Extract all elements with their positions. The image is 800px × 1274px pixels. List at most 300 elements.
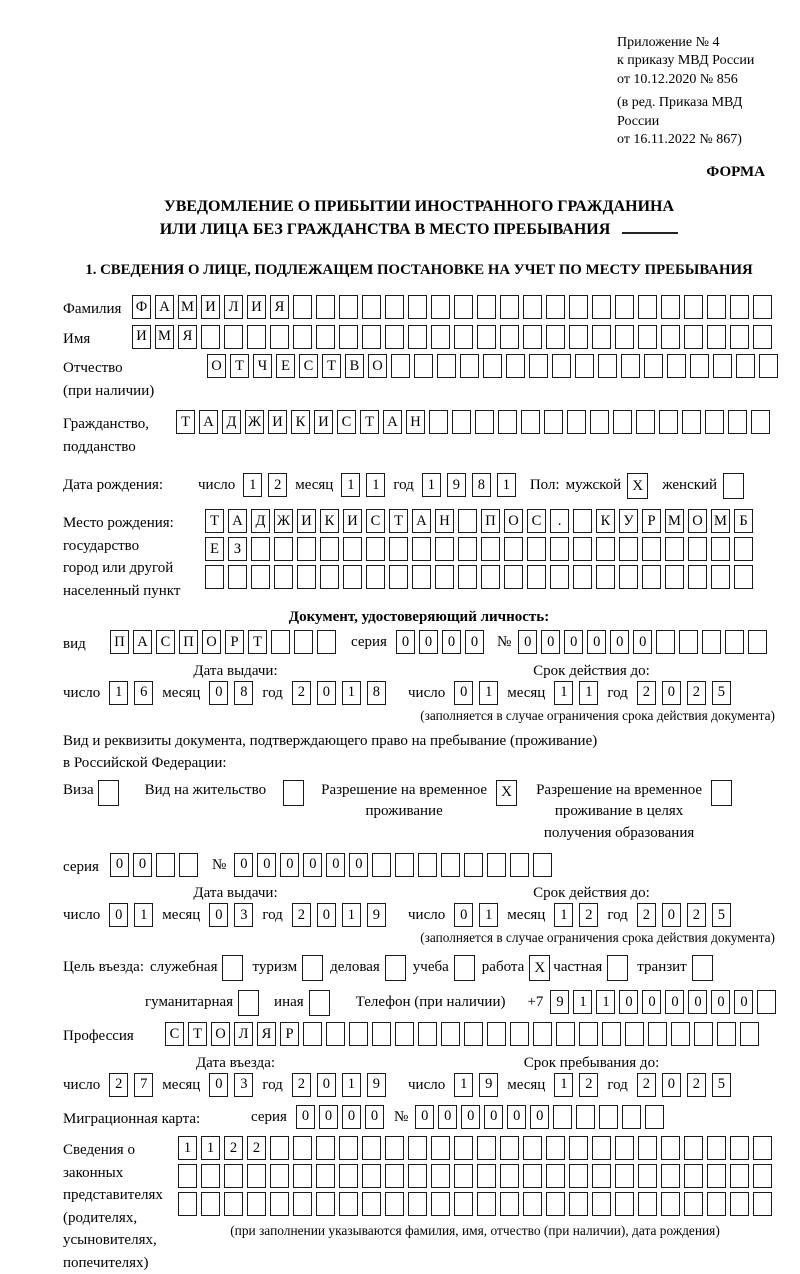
char-box[interactable] [320,537,339,561]
char-box[interactable] [385,1164,404,1188]
char-box[interactable] [201,325,220,349]
char-box[interactable]: 0 [541,630,560,654]
char-box[interactable] [385,325,404,349]
char-box[interactable] [460,354,479,378]
char-box[interactable] [598,354,617,378]
char-box[interactable]: 1 [178,1136,197,1160]
char-box[interactable] [475,410,494,434]
char-box[interactable] [644,354,663,378]
char-box[interactable] [575,354,594,378]
char-box[interactable] [408,1136,427,1160]
char-box[interactable] [592,1192,611,1216]
char-box[interactable]: 2 [579,1073,598,1097]
char-box[interactable] [622,1105,641,1129]
char-box[interactable] [725,630,744,654]
char-box[interactable] [638,1164,657,1188]
char-box[interactable]: 0 [303,853,322,877]
char-box[interactable] [500,1192,519,1216]
char-box[interactable] [179,853,198,877]
char-box[interactable]: 1 [554,903,573,927]
char-box[interactable] [573,509,592,533]
char-box[interactable] [665,537,684,561]
char-box[interactable] [385,295,404,319]
char-box[interactable]: 3 [234,1073,253,1097]
char-box[interactable] [730,1192,749,1216]
char-box[interactable] [576,1105,595,1129]
char-box[interactable] [339,295,358,319]
char-box[interactable] [247,325,266,349]
char-box[interactable]: 0 [296,1105,315,1129]
char-box[interactable] [454,295,473,319]
char-box[interactable]: Н [435,509,454,533]
char-box[interactable] [293,325,312,349]
purpose-business-checkbox[interactable] [385,955,406,981]
char-box[interactable]: М [155,325,174,349]
char-box[interactable]: И [314,410,333,434]
char-box[interactable]: И [268,410,287,434]
char-box[interactable]: А [228,509,247,533]
char-box[interactable]: 0 [342,1105,361,1129]
char-box[interactable] [615,1164,634,1188]
char-box[interactable] [362,295,381,319]
char-box[interactable] [431,295,450,319]
char-box[interactable] [569,325,588,349]
char-box[interactable] [270,325,289,349]
char-box[interactable] [372,1022,391,1046]
char-box[interactable] [694,1022,713,1046]
char-box[interactable] [326,1022,345,1046]
char-box[interactable] [487,1022,506,1046]
char-box[interactable]: 2 [637,1073,656,1097]
char-box[interactable]: М [711,509,730,533]
char-box[interactable] [523,325,542,349]
char-box[interactable] [717,1022,736,1046]
char-box[interactable] [414,354,433,378]
char-box[interactable] [247,1192,266,1216]
char-box[interactable] [372,853,391,877]
char-box[interactable] [592,295,611,319]
char-box[interactable]: 0 [642,990,661,1014]
char-box[interactable] [454,1136,473,1160]
char-box[interactable] [638,1192,657,1216]
char-box[interactable] [395,1022,414,1046]
char-box[interactable] [523,295,542,319]
char-box[interactable] [707,1136,726,1160]
char-box[interactable] [661,1192,680,1216]
char-box[interactable] [389,565,408,589]
char-box[interactable] [730,1136,749,1160]
char-box[interactable] [553,1105,572,1129]
char-box[interactable] [730,1164,749,1188]
char-box[interactable] [429,410,448,434]
char-box[interactable]: М [665,509,684,533]
char-box[interactable] [362,1136,381,1160]
char-box[interactable] [441,1022,460,1046]
char-box[interactable]: Ч [253,354,272,378]
char-box[interactable] [661,295,680,319]
char-box[interactable]: В [345,354,364,378]
char-box[interactable]: А [155,295,174,319]
char-box[interactable] [294,630,313,654]
char-box[interactable] [613,410,632,434]
char-box[interactable] [452,410,471,434]
char-box[interactable]: 6 [134,681,153,705]
char-box[interactable] [736,354,755,378]
char-box[interactable]: 0 [133,853,152,877]
char-box[interactable]: 0 [234,853,253,877]
char-box[interactable]: 1 [454,1073,473,1097]
char-box[interactable] [596,565,615,589]
char-box[interactable] [688,537,707,561]
char-box[interactable] [316,1164,335,1188]
char-box[interactable] [366,565,385,589]
char-box[interactable]: П [179,630,198,654]
char-box[interactable] [569,1136,588,1160]
char-box[interactable] [573,565,592,589]
char-box[interactable] [552,354,571,378]
char-box[interactable] [504,537,523,561]
char-box[interactable]: 0 [442,630,461,654]
char-box[interactable]: 0 [734,990,753,1014]
char-box[interactable] [339,1136,358,1160]
char-box[interactable] [615,325,634,349]
char-box[interactable] [408,1164,427,1188]
char-box[interactable]: 0 [280,853,299,877]
char-box[interactable] [757,990,776,1014]
char-box[interactable]: 0 [415,1105,434,1129]
char-box[interactable]: Е [276,354,295,378]
char-box[interactable] [316,295,335,319]
char-box[interactable] [579,1022,598,1046]
char-box[interactable]: И [132,325,151,349]
char-box[interactable] [483,354,502,378]
char-box[interactable] [533,853,552,877]
char-box[interactable] [642,537,661,561]
char-box[interactable] [293,1136,312,1160]
char-box[interactable] [621,354,640,378]
char-box[interactable] [431,1164,450,1188]
char-box[interactable]: 5 [712,1073,731,1097]
char-box[interactable] [339,1164,358,1188]
char-box[interactable] [224,1192,243,1216]
char-box[interactable] [546,1164,565,1188]
char-box[interactable] [546,1136,565,1160]
char-box[interactable] [690,354,709,378]
char-box[interactable]: И [297,509,316,533]
char-box[interactable] [201,1192,220,1216]
char-box[interactable] [274,565,293,589]
char-box[interactable] [753,1192,772,1216]
char-box[interactable]: 8 [367,681,386,705]
char-box[interactable]: . [550,509,569,533]
char-box[interactable]: 0 [711,990,730,1014]
char-box[interactable] [458,537,477,561]
char-box[interactable]: О [207,354,226,378]
char-box[interactable] [435,565,454,589]
char-box[interactable] [602,1022,621,1046]
char-box[interactable]: 1 [579,681,598,705]
char-box[interactable]: 1 [342,1073,361,1097]
char-box[interactable]: М [178,295,197,319]
char-box[interactable]: 1 [342,681,361,705]
char-box[interactable] [251,537,270,561]
char-box[interactable]: Т [360,410,379,434]
char-box[interactable]: 7 [134,1073,153,1097]
char-box[interactable]: 0 [257,853,276,877]
char-box[interactable] [707,1192,726,1216]
char-box[interactable] [297,537,316,561]
char-box[interactable] [615,1136,634,1160]
char-box[interactable] [707,325,726,349]
char-box[interactable] [418,1022,437,1046]
char-box[interactable] [590,410,609,434]
char-box[interactable]: 0 [349,853,368,877]
char-box[interactable]: К [596,509,615,533]
char-box[interactable] [385,1136,404,1160]
char-box[interactable]: 0 [454,903,473,927]
char-box[interactable]: 2 [224,1136,243,1160]
char-box[interactable]: Р [280,1022,299,1046]
char-box[interactable] [625,1022,644,1046]
char-box[interactable] [506,354,525,378]
char-box[interactable]: С [165,1022,184,1046]
purpose-study-checkbox[interactable] [454,955,475,981]
char-box[interactable] [487,853,506,877]
char-box[interactable] [362,325,381,349]
char-box[interactable] [740,1022,759,1046]
char-box[interactable]: 2 [687,1073,706,1097]
char-box[interactable]: 2 [687,903,706,927]
char-box[interactable]: П [110,630,129,654]
char-box[interactable]: 1 [554,1073,573,1097]
char-box[interactable] [389,537,408,561]
char-box[interactable] [435,537,454,561]
char-box[interactable]: 2 [292,903,311,927]
char-box[interactable]: 0 [317,903,336,927]
char-box[interactable] [270,1192,289,1216]
char-box[interactable]: Я [178,325,197,349]
char-box[interactable] [339,325,358,349]
char-box[interactable]: Л [234,1022,253,1046]
char-box[interactable]: 9 [447,473,466,497]
char-box[interactable] [385,1192,404,1216]
char-box[interactable]: 1 [596,990,615,1014]
char-box[interactable]: Л [224,295,243,319]
purpose-tourism-checkbox[interactable] [302,955,323,981]
char-box[interactable]: 2 [637,681,656,705]
char-box[interactable]: 0 [662,903,681,927]
char-box[interactable] [178,1192,197,1216]
char-box[interactable]: Т [230,354,249,378]
char-box[interactable]: Н [406,410,425,434]
char-box[interactable]: О [368,354,387,378]
char-box[interactable]: Ж [245,410,264,434]
char-box[interactable]: 1 [341,473,360,497]
char-box[interactable] [205,565,224,589]
char-box[interactable] [728,410,747,434]
char-box[interactable]: 0 [209,681,228,705]
char-box[interactable]: 0 [317,1073,336,1097]
char-box[interactable]: 0 [564,630,583,654]
char-box[interactable] [500,295,519,319]
char-box[interactable]: 2 [268,473,287,497]
char-box[interactable]: 0 [662,1073,681,1097]
char-box[interactable] [224,325,243,349]
char-box[interactable] [362,1164,381,1188]
char-box[interactable] [339,1192,358,1216]
char-box[interactable] [661,1136,680,1160]
char-box[interactable]: С [527,509,546,533]
char-box[interactable] [349,1022,368,1046]
char-box[interactable]: 9 [367,903,386,927]
char-box[interactable]: 0 [396,630,415,654]
char-box[interactable] [523,1136,542,1160]
char-box[interactable]: 0 [619,990,638,1014]
char-box[interactable] [753,1136,772,1160]
char-box[interactable] [454,1164,473,1188]
char-box[interactable]: 1 [497,473,516,497]
char-box[interactable] [412,537,431,561]
char-box[interactable] [477,295,496,319]
purpose-other-checkbox[interactable] [309,990,330,1016]
char-box[interactable]: У [619,509,638,533]
char-box[interactable]: 0 [109,903,128,927]
char-box[interactable] [702,630,721,654]
char-box[interactable]: 1 [573,990,592,1014]
char-box[interactable]: З [228,537,247,561]
char-box[interactable] [343,565,362,589]
char-box[interactable] [713,354,732,378]
char-box[interactable]: 9 [479,1073,498,1097]
char-box[interactable]: Т [176,410,195,434]
char-box[interactable]: 0 [454,681,473,705]
char-box[interactable]: И [343,509,362,533]
char-box[interactable]: 0 [507,1105,526,1129]
char-box[interactable]: 0 [209,1073,228,1097]
char-box[interactable] [682,410,701,434]
char-box[interactable] [343,537,362,561]
char-box[interactable] [751,410,770,434]
char-box[interactable] [684,1164,703,1188]
char-box[interactable]: 2 [109,1073,128,1097]
char-box[interactable]: Ж [274,509,293,533]
char-box[interactable] [293,1164,312,1188]
char-box[interactable] [550,537,569,561]
char-box[interactable] [619,537,638,561]
char-box[interactable]: 9 [367,1073,386,1097]
char-box[interactable]: Е [205,537,224,561]
char-box[interactable]: 1 [366,473,385,497]
char-box[interactable] [753,1164,772,1188]
char-box[interactable] [408,295,427,319]
char-box[interactable] [550,565,569,589]
char-box[interactable] [477,1136,496,1160]
char-box[interactable]: 5 [712,903,731,927]
char-box[interactable]: Р [642,509,661,533]
char-box[interactable] [527,537,546,561]
char-box[interactable] [592,1136,611,1160]
char-box[interactable] [510,1022,529,1046]
char-box[interactable] [679,630,698,654]
char-box[interactable] [730,295,749,319]
char-box[interactable] [271,630,290,654]
char-box[interactable] [529,354,548,378]
char-box[interactable] [567,410,586,434]
char-box[interactable] [464,1022,483,1046]
char-box[interactable]: С [337,410,356,434]
char-box[interactable] [684,325,703,349]
char-box[interactable] [317,630,336,654]
char-box[interactable] [293,1192,312,1216]
char-box[interactable] [573,537,592,561]
char-box[interactable] [247,1164,266,1188]
char-box[interactable]: О [202,630,221,654]
char-box[interactable] [615,1192,634,1216]
char-box[interactable]: К [320,509,339,533]
char-box[interactable] [533,1022,552,1046]
char-box[interactable]: 0 [461,1105,480,1129]
char-box[interactable] [638,1136,657,1160]
char-box[interactable]: 2 [687,681,706,705]
char-box[interactable]: 0 [465,630,484,654]
char-box[interactable] [498,410,517,434]
char-box[interactable] [544,410,563,434]
char-box[interactable]: 0 [326,853,345,877]
char-box[interactable] [599,1105,618,1129]
char-box[interactable] [228,565,247,589]
char-box[interactable] [316,1192,335,1216]
char-box[interactable]: 1 [422,473,441,497]
char-box[interactable] [458,565,477,589]
char-box[interactable]: 0 [319,1105,338,1129]
char-box[interactable] [671,1022,690,1046]
char-box[interactable] [270,1164,289,1188]
sex-female-checkbox[interactable] [723,473,744,499]
char-box[interactable] [391,354,410,378]
char-box[interactable] [366,537,385,561]
char-box[interactable] [661,325,680,349]
char-box[interactable] [395,853,414,877]
char-box[interactable] [734,565,753,589]
purpose-private-checkbox[interactable] [607,955,628,981]
char-box[interactable] [500,325,519,349]
char-box[interactable]: 0 [587,630,606,654]
char-box[interactable]: О [688,509,707,533]
char-box[interactable] [711,565,730,589]
char-box[interactable]: 2 [292,1073,311,1097]
char-box[interactable] [412,565,431,589]
edu-residence-permit-checkbox[interactable] [711,780,732,806]
char-box[interactable]: И [201,295,220,319]
char-box[interactable]: 0 [419,630,438,654]
char-box[interactable] [293,295,312,319]
char-box[interactable] [619,565,638,589]
char-box[interactable] [523,1164,542,1188]
char-box[interactable] [684,1192,703,1216]
char-box[interactable]: 5 [712,681,731,705]
char-box[interactable]: 2 [247,1136,266,1160]
char-box[interactable] [408,1192,427,1216]
char-box[interactable]: О [211,1022,230,1046]
char-box[interactable] [688,565,707,589]
char-box[interactable] [569,295,588,319]
char-box[interactable] [638,295,657,319]
char-box[interactable] [645,1105,664,1129]
char-box[interactable]: Я [270,295,289,319]
char-box[interactable]: Т [389,509,408,533]
char-box[interactable] [481,537,500,561]
char-box[interactable] [667,354,686,378]
